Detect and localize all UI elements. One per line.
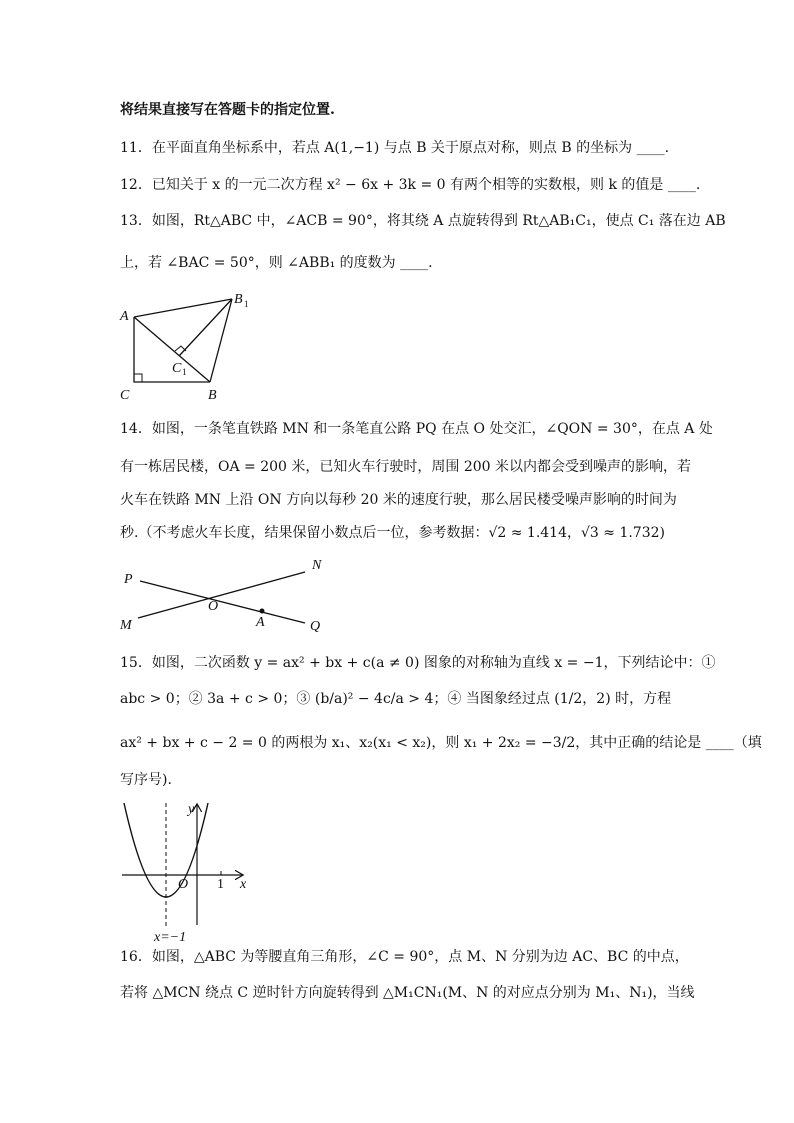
figure-q13-triangles <box>110 285 260 405</box>
label-c1-subscript: 1 <box>182 367 187 377</box>
label-origin: O <box>178 877 189 892</box>
section-instruction: 将结果直接写在答题卡的指定位置. <box>120 102 335 118</box>
label-symmetry-axis: x=−1 <box>154 930 187 945</box>
question-14-line4: 秒.（不考虑火车长度，结果保留小数点后一位，参考数据：√2 ≈ 1.414，√3 ≈ 1.732) <box>120 525 665 541</box>
question-13-line2: 上，若 ∠BAC = 50°，则 ∠ABB₁ 的度数为 ____. <box>120 255 433 271</box>
label-q: Q <box>310 619 321 634</box>
label-b1: B <box>234 292 243 307</box>
question-14-line1: 14．如图，一条笔直铁路 MN 和一条笔直公路 PQ 在点 O 处交汇，∠QON = 30°，在点 A 处 <box>120 421 713 437</box>
question-14-line3: 火车在铁路 MN 上沿 ON 方向以每秒 20 米的速度行驶，那么居民楼受噪声影响的时间为 <box>120 492 677 508</box>
label-p: P <box>124 572 133 587</box>
question-14-line2: 有一栋居民楼，OA = 200 米，已知火车行驶时，周围 200 米以内都会受到噪声的影响，若 <box>120 459 692 475</box>
question-16-line1: 16．如图，△ABC 为等腰直角三角形，∠C = 90°，点 M、N 分别为边 AC、BC 的中点， <box>120 949 689 965</box>
label-n: N <box>312 558 322 573</box>
question-15-line3: ax² + bx + c − 2 = 0 的两根为 x₁、x₂(x₁ < x₂)，则 x₁ + 2x₂ = −3/2，其中正确的结论是 ____（填 <box>120 735 762 751</box>
figure-q14-road-railway <box>110 555 330 635</box>
label-m: M <box>120 618 132 633</box>
question-15-line4: 写序号). <box>120 772 172 788</box>
label-tick-1: 1 <box>217 877 224 892</box>
road-pq <box>140 581 305 623</box>
label-a-point: A <box>256 615 265 630</box>
railway-mn <box>138 572 305 618</box>
label-c1: C <box>172 361 182 376</box>
label-y: y <box>188 802 195 817</box>
right-angle-mark-c <box>134 374 142 382</box>
point-a <box>260 609 265 614</box>
label-o: O <box>208 599 219 614</box>
label-a: A <box>120 309 129 324</box>
label-c: C <box>120 388 130 403</box>
question-12: 12．已知关于 x 的一元二次方程 x² − 6x + 3k = 0 有两个相等的实数根，则 k 的值是 ____. <box>120 177 701 193</box>
figure-q15-parabola <box>110 795 260 945</box>
question-11: 11．在平面直角坐标系中，若点 A(1,−1) 与点 B 关于原点对称，则点 B 的坐标为 ____. <box>120 140 670 156</box>
question-16-line2: 若将 △MCN 绕点 C 逆时针方向旋转得到 △M₁CN₁(M、N 的对应点分别为 M₁、N₁)，当线 <box>120 985 695 1001</box>
question-13-line1: 13．如图，Rt△ABC 中，∠ACB = 90°，将其绕 A 点旋转得到 Rt△AB₁C₁，使点 C₁ 落在边 AB <box>120 213 726 229</box>
label-b: B <box>208 388 217 403</box>
question-15-line1: 15．如图，二次函数 y = ax² + bx + c(a ≠ 0) 图象的对称轴为直线 x = −1，下列结论中：① <box>120 655 716 671</box>
label-b1-subscript: 1 <box>244 299 249 309</box>
label-x: x <box>240 877 247 892</box>
question-15-line2: abc > 0；② 3a + c > 0；③ (b/a)² − 4c/a > 4；④ 当图象经过点 (1/2，2) 时，方程 <box>120 691 672 707</box>
